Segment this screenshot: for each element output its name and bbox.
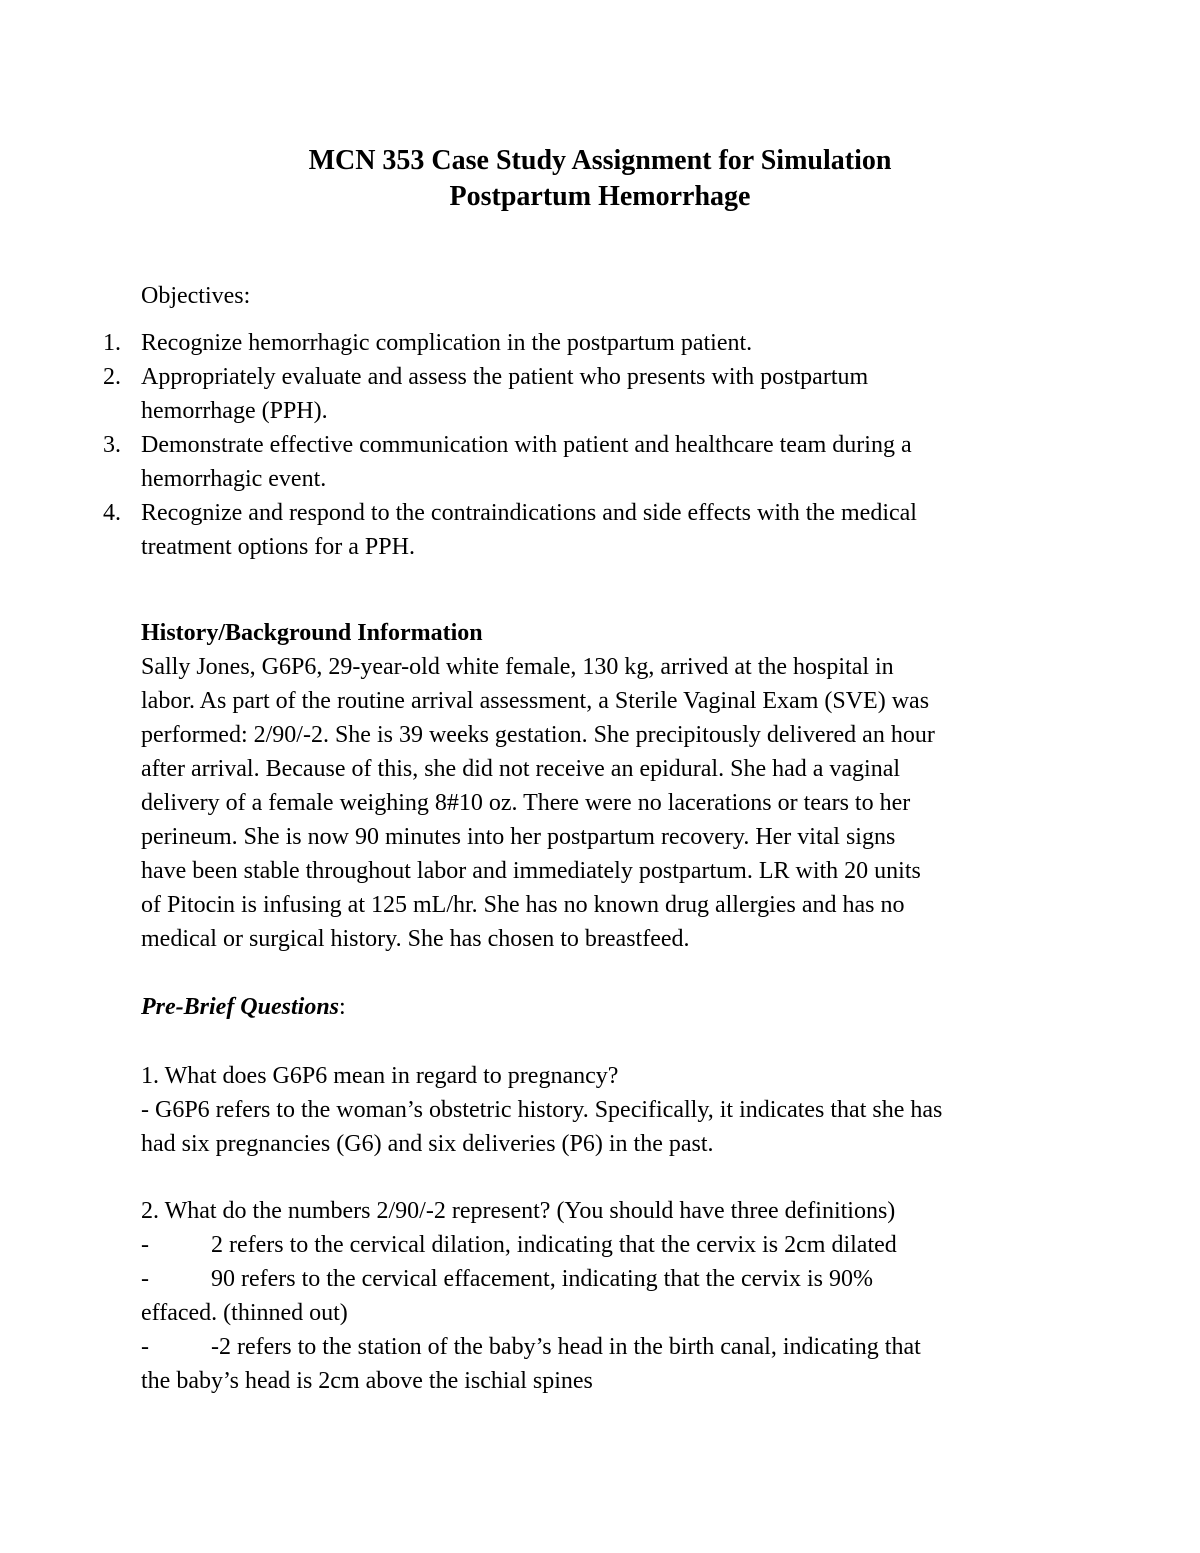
question-text: 1. What does G6P6 mean in regard to pregnancy? [141,1063,619,1089]
bullet-continuation: the baby’s head is 2cm above the ischial spines [141,1368,593,1394]
answer-line: - G6P6 refers to the woman’s obstetric history. Specifically, it indicates that she has [141,1097,943,1123]
objective-line: Recognize hemorrhagic complication in the postpartum patient. [141,330,753,356]
history-paragraph [141,650,1071,956]
history-line: Sally Jones, G6P6, 29-year-old white female, 130 kg, arrived at the hospital in [141,654,894,680]
prebrief-heading [141,990,346,1024]
objective-line: Demonstrate effective communication with patient and healthcare team during a [141,432,912,458]
objectives-label: Objectives: [141,283,251,309]
bullet-continuation: effaced. (thinned out) [141,1300,348,1326]
objective-number: 3. [103,432,121,458]
question-2 [141,1194,1071,1398]
history-line: of Pitocin is infusing at 125 mL/hr. She has no known drug allergies and has no [141,892,905,918]
bullet-dash: - [141,1334,149,1360]
history-line: perineum. She is now 90 minutes into her postpartum recovery. Her vital signs [141,824,896,850]
objective-line: Appropriately evaluate and assess the patient who presents with postpartum [141,364,869,390]
objective-number: 4. [103,500,121,526]
document-subtitle: Postpartum Hemorrhage [449,181,751,212]
answer-bullet [141,1330,1071,1364]
objective-number: 1. [103,330,121,356]
objective-item [0,360,1200,428]
history-line: have been stable throughout labor and immediately postpartum. LR with 20 units [141,858,921,884]
bullet-dash: - [141,1266,149,1292]
prebrief-colon: : [339,994,346,1020]
bullet-text: 90 refers to the cervical effacement, indicating that the cervix is 90% [211,1266,873,1292]
history-line: medical or surgical history. She has chosen to breastfeed. [141,926,690,952]
answer-line: had six pregnancies (G6) and six deliveries (P6) in the past. [141,1131,714,1157]
objective-item [0,428,1200,496]
history-line: after arrival. Because of this, she did not receive an epidural. She had a vaginal [141,756,901,782]
objective-line: Recognize and respond to the contraindications and side effects with the medical [141,500,917,526]
bullet-text: -2 refers to the station of the baby’s head in the birth canal, indicating that [211,1334,921,1360]
objective-item [0,496,1200,564]
objective-number: 2. [103,364,121,390]
question-1 [141,1059,1071,1161]
history-line: performed: 2/90/-2. She is 39 weeks gestation. She precipitously delivered an hour [141,722,935,748]
history-line: delivery of a female weighing 8#10 oz. There were no lacerations or tears to her [141,790,911,816]
objective-line: treatment options for a PPH. [141,534,415,560]
bullet-dash: - [141,1232,149,1258]
objective-item [0,326,1200,360]
question-text: 2. What do the numbers 2/90/-2 represent? (You should have three definitions) [141,1198,896,1224]
history-line: labor. As part of the routine arrival assessment, a Sterile Vaginal Exam (SVE) was [141,688,930,714]
bullet-text: 2 refers to the cervical dilation, indicating that the cervix is 2cm dilated [211,1232,897,1258]
objective-line: hemorrhage (PPH). [141,398,328,424]
objectives-list [0,326,1200,564]
prebrief-heading-text: Pre-Brief Questions [141,994,339,1020]
objective-line: hemorrhagic event. [141,466,327,492]
answer-bullet [141,1228,1071,1262]
answer-bullet [141,1262,1071,1296]
document-title: MCN 353 Case Study Assignment for Simulation [308,145,892,176]
history-heading: History/Background Information [141,620,483,646]
